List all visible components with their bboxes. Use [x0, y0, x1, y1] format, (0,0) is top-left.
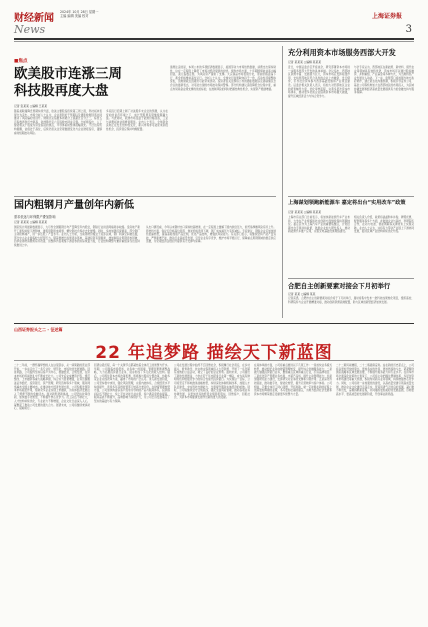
feature-col2: 回望这段历程，每一个关键节点都凝结着全体员工的智慧与汗水。早期，公司面临市场低迷、业务单一的困境，管理层果断调整战略，大力拓展投资银行业务，逐步形成了多元化的收入结构。随后，公司抓住资本市场改革机遇，积极参与股权分置改革，协助多家企业完成改革方案，赢得了市场的广泛认可。进入新发展阶段，公司坚持稳中求进，强化风险管理，完善内控体系，合规经营水平持续提升，连续多年获得监管部门较高分类评价。在财富管理转型方面，公司加快构建以客户需求为导向的产品与服务体系，投资顾问队伍不断壮大，线上平台功能日益完善，客户满意度稳步提高，服务品质不断提升，品牌影响力持续扩大，为公司长远发展奠定了坚实的基础与有力保障。: [94, 364, 170, 403]
steel-byline: 记者 某某某 ○编辑 某某某: [14, 220, 48, 224]
service-byline: 记者 某某某 ○编辑 某某某: [288, 60, 322, 64]
banner-title: 22 年追梦路 描绘天下新蓝图: [95, 343, 333, 363]
section-divider-1: [14, 196, 276, 197]
masthead-subrule: [14, 41, 414, 42]
banner-rule: [14, 323, 414, 324]
steel-title: 国内粗钢月产量创年内新低: [14, 200, 134, 211]
lead-body-col2: 多家投行近期上调了对美股年末点位的预测，认为在宽松的货币环境之下，成长型股票有望继续跑赢大盘。与此同时，欧洲市场受益于能源价格回落，工业与消费板块估值修复明显。业内人士表示，全球资金流向正在发生结构性变化，新兴市场亦可能迎来阶段性机会，投资者应保持均衡配置。: [106, 110, 168, 131]
feature-col3: 公司在发展过程中始终不忘回馈社会，积极履行社会责任，在乡村振兴、教育助学、抗灾救灾等领域投入大量资源，开展了一系列富有成效的公益活动，树立了良好的企业形象。面向未来，公司提出了新的发展愿景，力争在若干年内跻身行业第一梯队，成为具有鲜明特色和较强竞争力的综合性现代投资银行。为实现这一目标，公司将坚定不移地推进战略转型，持续深化体制机制改革，加强人才队伍建设，夯实科技支撑能力，全面提升服务实体经济的质效。同时，公司将继续坚守合规底线，强化全面风险管理，推动各项业务协调发展，以更加优异的经营业绩回报股东、回馈客户、回报社会，为资本市场健康发展作出新的更大的贡献。: [174, 364, 250, 400]
section-divider-2: [288, 196, 414, 197]
lead-byline: 记者 张某某 ○编辑 王某某: [14, 104, 48, 108]
masthead: [0, 0, 428, 40]
feature-col4: 在具体举措方面，公司将重点推进以下几项工作：一是加快业务模式转型，推动经纪业务向财富管理转变，提升综合金融服务能力；二是做大做强投资银行业务，聚焦重点区域和重点行业，打造品牌项目；三是优化资产管理业务布局，丰富产品线，提升主动管理能力；四是加强研究能力建设，发挥研究对业务的支撑和引领作用；五是深化科技赋能，推动数字化、智能化转型，提升运营效率与客户体验。公司相信，只要全体员工同心同德、开拓进取，就一定能够在新的征程上创造更加辉煌的业绩，书写更加壮丽的篇章，为地方经济社会发展和资本市场繁荣稳定贡献更多智慧与力量。: [254, 364, 332, 396]
lead-body-col1: 随着美联储降息预期持续升温，欧美主要股指连续第三周上涨，科技板块表现尤为突出。市场分析人士认为，企业盈利好于预期以及通胀数据回落共同推动了风险偏好的回升。纳斯达克指数本周累计上涨超过百分之二，标普五百指数再创历史新高，欧洲斯托克六百指数亦同步走强。分析师指出，人工智能相关个股成为资金追逐的焦点，半导体板块整体涨幅领先。不过也有机构提醒，估值处于高位，后续仍需关注宏观数据变化与企业财报指引，谨慎看待短期波动风险。: [14, 110, 102, 135]
column-divider: [282, 46, 283, 318]
shanghai-byline: 记者 某某某 ○编辑 某某某: [288, 210, 322, 214]
section-divider-3: [288, 278, 414, 279]
lead-title-2: 科技股再度大盘: [14, 83, 109, 99]
hefei-title: 合肥自主创新要素对接会下月初举行: [288, 282, 391, 290]
section-title: News: [14, 23, 46, 36]
hefei-byline: 记者 某某 ○编辑 某某: [288, 292, 316, 296]
banner-tag: 山西证券报头之二 - 征述篇: [14, 327, 63, 332]
hefei-body: 记者获悉，合肥市自主创新要素对接会将于下月初举行，届时将集中发布一批科技成果转化项目，组织高校、科研院所与企业开展精准对接，推动创新资源高效配置，助力区域创新型经济加快发展。: [288, 297, 414, 304]
steel-body-col2: 从出口情况看，今年以来钢材出口保持较高增速，在一定程度上缓解了国内供给压力，但贸易摩擦风险有所上升。原材料方面，铁矿石价格高位回落，焦炭价格连续下调，钢厂成本端压力有所减轻。专家建议，钢铁企业应加快绿色低碳转型，提高高附加值产品比例，优化产品结构，增强抗风险能力。有关部门表示，将继续坚持产能产量双控，严禁新增产能，推动行业高质量发展，引导企业有序竞争，维护市场平稳运行，保障重点用钢领域的稳定供应需要，为宏观经济企稳回升提供有力支撑与保障。: [146, 226, 276, 244]
feature-col1: 二十二年前，一群怀揣梦想的人在这里起步，从一间简陋的营业部开始，一步步走出了一条专业化、规范化、市场化的发展道路。回首来路，公司始终坚持以客户为中心，稳健经营，合规发展，在资本市场的风雨洗礼中不断成长壮大。公司先后完成增资扩股、规范整改、上市融资等重大战略举措，综合实力显著增强，业务范围覆盖证券经纪、投资银行、资产管理、研究咨询等多个领域，服务网络遍布全国主要城市。在推动地方经济发展方面，公司积极发挥资本市场枢纽作用，帮助众多企业实现上市融资，为实体经济发展注入了源源不断的金融活水。面对新形势新挑战，公司坚持改革创新，加快数字化转型，不断提升核心竞争力。员工队伍不断壮大，人才结构持续优化，专业能力不断增强，企业文化日益深入人心，凝聚起了推动公司发展的强大合力。展望未来，公司将继续秉承初心，砥砺前行。: [14, 364, 90, 411]
shanghai-body-col1: 上海市有关部门日前表示，将加快新能源汽车产业布局，力争在产业规模和技术创新方面继续保持领跑地位。嘉定区作为上海汽车产业的重要集聚区，计划近期出台专项扶持政策，鼓励企业加大研发投入，推动新能源汽车推广应用，完善充电基础设施网络建设。: [288, 216, 350, 234]
shanghai-body-col2: 相关负责人介绍，政策将涵盖购车补贴、牌照优惠、配套服务等多个方面，并鼓励企业与高校、科研院所合作，在动力电池、智能网联等关键技术上实现突破。业内人士认为，这将有力带动产业链上下游协同发展，促进区域产业结构持续优化升级。: [354, 216, 414, 234]
service-body-col2: 与会专家认为，西部地区在新能源、新材料、现代农业等领域具有独特优势，资本市场可以通过股权融资、并购重组、产业基金等多种方式，为当地特色产业发展注入动能。下一步，监管部门将加强与地方政府协作，建立常态化沟通机制，积极引导证券公司、基金公司等机构加大在西部地区的布局投入，为区域协调发展和经济高质量发展提供有力的金融支持与服务保障。: [354, 66, 414, 95]
service-title: 充分利用资本市场服务西部大开发: [288, 48, 396, 57]
issue-editors: 主编 编辑 美编 校对: [60, 14, 89, 19]
issue-meta: [60, 10, 98, 19]
page-number: 3: [405, 24, 412, 35]
banner-subrule: [14, 360, 414, 361]
lead-body-col3: 值得注意的是，本周公布的多项经济数据显示，美国劳动力市场依然稳健，消费支出保持韧性，这在一定程度上降低了市场对经济衰退的担忧。债券市场方面，十年期国债收益率小幅回落，美元指数走弱，为风险资产提供了支撑。大宗商品市场表现分化，原油价格震荡下行，黄金价格维持高位运行。分析人士认为，全球央行政策取向趋于一致，流动性环境整体宽松，但地缘政治因素仍可能带来扰动。投资者需关注即将公布的通胀数据以及美联储议息会议的最新表态，对可能出现的市场波动保持警惕。部分机构建议适度降低仓位集中度，重点布局具备业绩支撑的优质标的，在控制风险的同时把握结构性机会，实现资产稳健增值。: [170, 66, 276, 91]
brand-name: 上海证券报: [371, 13, 402, 20]
steel-body-col1: 国家统计局最新数据显示，九月份全国粗钢日均产量降至年内低位，钢铁行业供需两端同步收缩。受房地产新开工面积持续下滑影响，建筑用钢需求疲弱，螺纹钢社会库存去化缓慢。同时，多地加强环保督查，部分钢厂主动检修减产，进一步压低了产量水平。业内人士分析，当前钢材价格处于底部区域，钢厂利润空间被压缩，部分中小企业面临较大经营压力。随着稳增长政策逐步落地，基建投资有望提速，叠加制造业用钢需求回暖，四季度钢材消费或有所改善，但整体仍需观察下游需求的实际恢复力度，行业结构调整与兼并重组步伐也在持续推进之中。: [14, 226, 140, 247]
issue-date: 2024年 10月 28日 星期一: [60, 10, 99, 14]
steel-subtitle: 需求低迷与环保限产叠加影响: [14, 215, 56, 219]
lead-headline-block: [14, 66, 164, 100]
shanghai-title: 上海谋划领跑新能源车 嘉定将出台“实用改车”政策: [288, 200, 406, 206]
lead-title-1: 欧美股市连涨三周: [14, 66, 122, 82]
paper-logo: 财经新闻: [14, 13, 54, 24]
feature-col5: 二十二载风雨兼程，二十二载砥砺奋进。站在新的历史起点上，公司将以更加开放的姿态、更加务实的作风、更加昂扬的斗志，紧紧围绕国家战略和区域发展需要，不断提升服务能力和专业水平。在资本市场全面深化改革的大背景下，公司将主动把握注册制改革、多层次资本市场建设等重大机遇，积极布局新兴业务领域，持续增强核心竞争力。同时，公司将进一步加强党的建设，以高质量党建引领高质量发展，推动企业文化建设走深走实，营造风清气正的良好氛围，凝心聚力再出发，奋楫扬帆新征程，共同描绘更加美好的发展蓝图，迈向更高水平、更高质量的发展新阶段，开创事业新局面。: [336, 364, 414, 396]
service-body-col1: 近日，中国证监会召开座谈会，研究部署资本市场进一步服务西部大开发的具体举措。会议指出，西部地区资源丰富、发展潜力巨大，资本市场应发挥枢纽作用，支持西部地区符合条件的企业上市融资、发行债券，引导社会资本参与西部基础设施和产业项目建设。证监会相关负责人表示，将加大对西部地区企业的培育辅导力度，优化审核流程，完善多层次资本市场体系，推动更多优质企业借助资本市场做大做强，提升区域经济活力与综合竞争力。: [288, 66, 350, 98]
column-tag: ■焦点: [14, 59, 28, 64]
masthead-rule: [14, 38, 414, 40]
